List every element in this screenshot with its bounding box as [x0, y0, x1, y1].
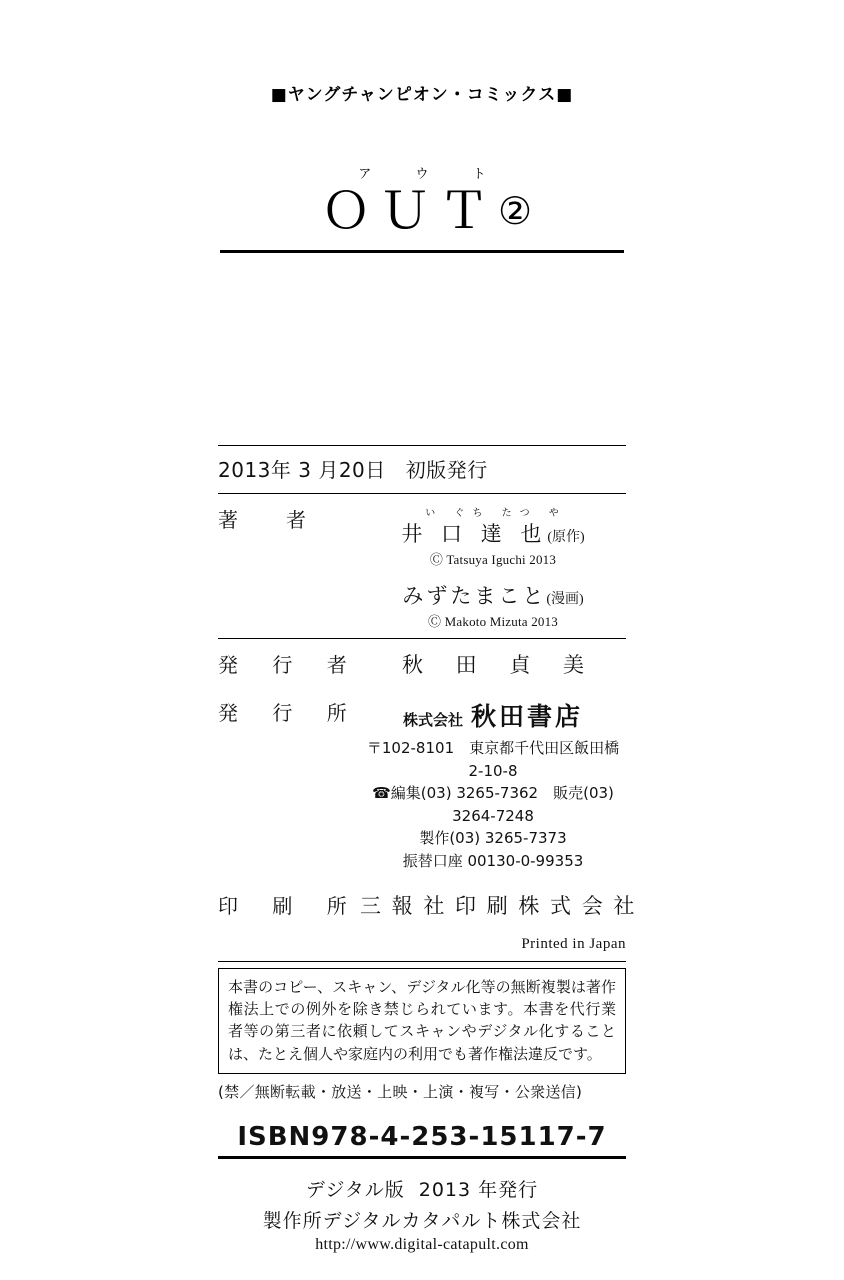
author-values	[360, 504, 626, 630]
digital-producer-name: デジタルカタパルト株式会社	[322, 1209, 582, 1232]
author-secondary-copyright: Ⓒ Makoto Mizuta 2013	[427, 614, 558, 629]
title-block	[0, 167, 844, 253]
address-line-4: 振替口座 00130-0-99353	[402, 851, 584, 870]
house-name-line	[360, 697, 626, 733]
publication-date	[218, 446, 626, 493]
publisher-label: 発 行 者	[218, 653, 361, 677]
isbn-value: ISBN978-4-253-15117-7	[237, 1121, 607, 1152]
publication-date-value: 2013年 3 月20日	[218, 458, 386, 482]
row-publisher	[218, 639, 626, 687]
author-secondary-role: (漫画)	[546, 592, 584, 607]
author-primary-name: 井 口 達 也	[401, 522, 548, 546]
digital-edition-year: 2013 年発行	[418, 1178, 539, 1201]
row-publishing-house	[218, 687, 626, 880]
isbn-block	[218, 1122, 626, 1159]
author-primary	[360, 504, 626, 568]
author-primary-ruby: い ぐち たつ や	[425, 508, 567, 519]
imprint-label: ■ヤングチャンピオン・コミックス■	[270, 85, 574, 105]
publication-edition: 初版発行	[405, 458, 488, 482]
row-author	[218, 494, 626, 638]
author-secondary-name: みずたまこと	[402, 584, 547, 608]
printed-in-japan: Printed in Japan	[521, 936, 626, 952]
house-kabushiki: 株式会社	[402, 711, 463, 729]
divider-before-notice	[218, 961, 626, 962]
address-line-3: 製作(03) 3265-7373	[419, 829, 567, 847]
author-primary-copyright: Ⓒ Tatsuya Iguchi 2013	[429, 552, 557, 567]
house-name: 秋田書店	[471, 702, 584, 731]
row-printer	[218, 880, 637, 928]
copyright-notice-box: 本書のコピー、スキャン、デジタル化等の無断複製は著作権法上での例外を除き禁じられています。本書を代行業者等の第三者に依頼してスキャンやデジタル化することは、たとえ個人や家庭内の利用でも著作権法違反です。	[218, 968, 626, 1074]
copyright-notice-sub: (禁／無断転載・放送・上映・上演・複写・公衆送信)	[218, 1082, 583, 1101]
page-title	[0, 185, 844, 238]
colophon-table	[218, 445, 637, 1254]
author-secondary	[360, 580, 626, 630]
author-primary-role: (原作)	[547, 530, 585, 545]
house-label: 発 行 所	[218, 701, 361, 725]
title-rule	[220, 250, 624, 253]
title-ruby: ア ウ ト	[358, 167, 506, 182]
address-line-1: 〒102-8101 東京都千代田区飯田橋2-10-8	[366, 739, 620, 780]
digital-edition-footer	[218, 1175, 626, 1254]
printer-label: 印 刷 所	[218, 894, 361, 918]
digital-producer-line	[218, 1206, 626, 1233]
digital-url[interactable]: http://www.digital-catapult.com	[315, 1235, 529, 1253]
address-line-2: ☎編集(03) 3265-7362 販売(03) 3264-7248	[372, 784, 614, 825]
digital-edition-label: デジタル版	[305, 1178, 405, 1201]
colophon-page	[0, 80, 844, 1280]
publisher-name: 秋 田 貞 美	[401, 653, 598, 677]
author-label: 著 者	[218, 508, 320, 532]
title-volume: ②	[497, 191, 533, 233]
digital-producer-label: 製作所	[262, 1209, 323, 1232]
printer-name: 三 報 社 印 刷 株 式 会 社	[360, 894, 637, 918]
title-text: ＯＵＴ	[320, 183, 498, 239]
digital-edition-line	[218, 1175, 626, 1202]
house-address	[360, 737, 626, 872]
